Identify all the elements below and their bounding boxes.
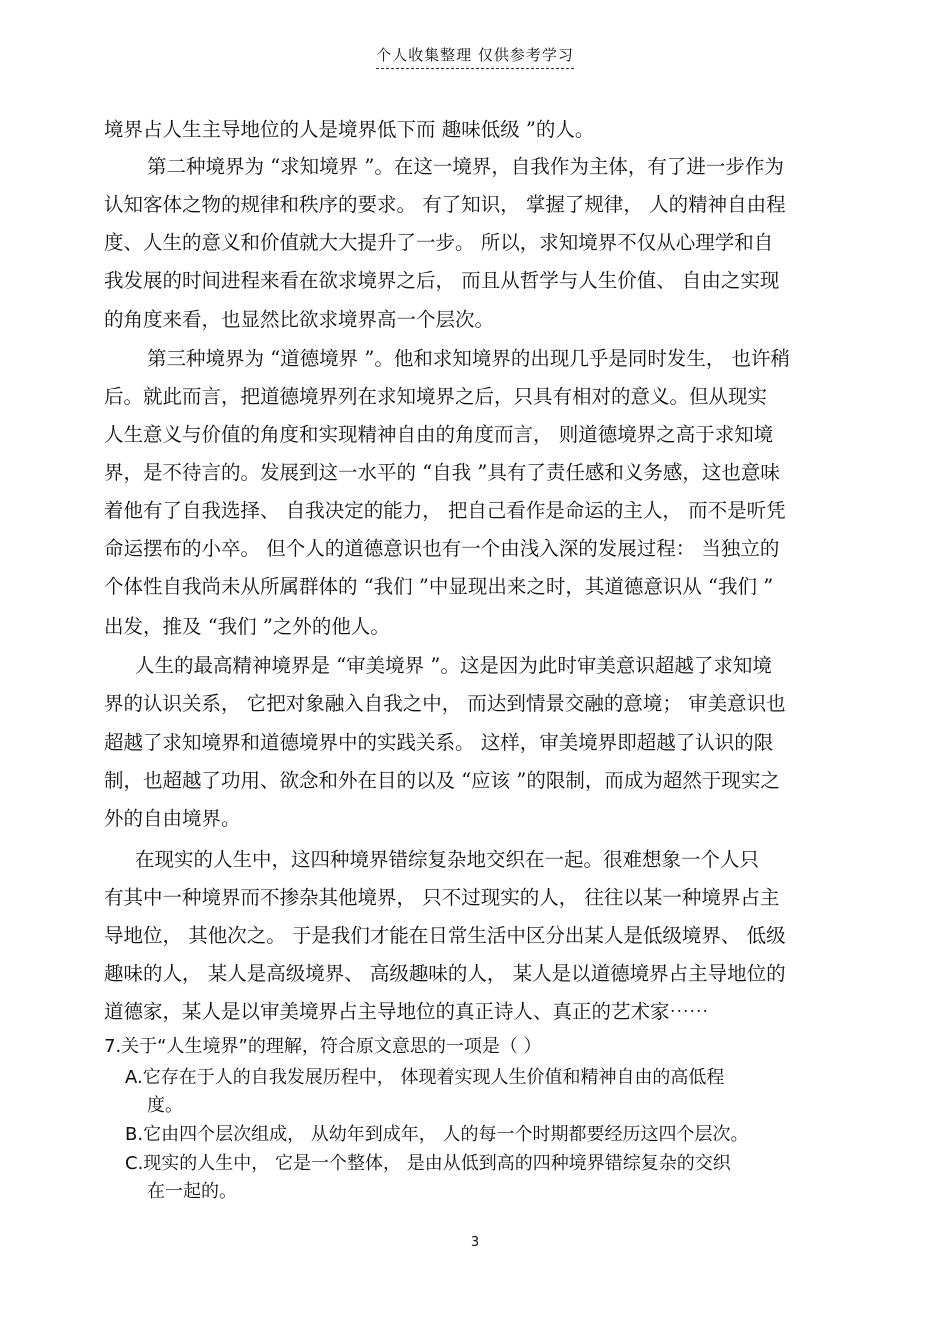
text-line: 道德家，某人是以审美境界占主导地位的真正诗人、真正的艺术家⋯⋯ — [104, 1000, 709, 1023]
option-c: C.现实的人生中， 它是一个整体， 是由从低到高的四种境界错综复杂的交织 — [125, 1153, 731, 1174]
text-line: 外的自由境界。 — [104, 807, 241, 830]
text-line: 我发展的时间进程来看在欲求境界之后， 而且从哲学与人生价值、 自由之实现 — [104, 269, 780, 292]
page-number: 3 — [470, 1235, 480, 1250]
text-line: 命运摆布的小卒。 但个人的道德意识也有一个由浅入深的发展过程： 当独立的 — [104, 537, 780, 560]
text-line: 人生意义与价值的角度和实现精神自由的角度而言， 则道德境界之高于求知境 — [104, 423, 774, 446]
text-line: 界的认识关系， 它把对象融入自我之中， 而达到情景交融的意境； 审美意识也 — [104, 692, 786, 715]
text-line: 第二种境界为 “求知境界 ”。在这一境界，自我作为主体，有了进一步作为 — [147, 155, 784, 178]
text-line: 有其中一种境界而不掺杂其他境界， 只不过现实的人， 往往以某一种境界占主 — [104, 886, 780, 909]
text-line: 人生的最高精神境界是 “审美境界 ”。这是因为此时审美意识超越了求知境 — [135, 654, 772, 677]
text-line: 后。就此而言，把道德境界列在求知境界之后，只具有相对的意义。但从现实 — [104, 385, 768, 408]
text-line: 着他有了自我选择、 自我决定的能力， 把自己看作是命运的主人， 而不是听凭 — [104, 499, 786, 522]
text-line: 境界占人生主导地位的人是境界低下而 趣味低级 ”的人。 — [104, 118, 595, 141]
option-a: A.它存在于人的自我发展历程中， 体现着实现人生价值和精神自由的高低程 — [125, 1067, 725, 1088]
option-b: B.它由四个层次组成， 从幼年到成年， 人的每一个时期都要经历这四个层次。 — [125, 1124, 749, 1145]
page-header — [0, 44, 950, 69]
text-line: 界，是不待言的。发展到这一水平的 “自我 ”具有了责任感和义务感，这也意味 — [104, 461, 780, 484]
text-line: 度、人生的意义和价值就大大提升了一步。 所以，求知境界不仅从心理学和自 — [104, 231, 774, 254]
text-line: 个体性自我尚未从所属群体的 “我们 ”中显现出来之时，其道德意识从 “我们 ” — [104, 575, 774, 598]
text-line: 在现实的人生中，这四种境界错综复杂地交织在一起。很难想象一个人只 — [135, 848, 760, 871]
text-line: 趣味的人， 某人是高级境界、 高级趣味的人， 某人是以道德境界占主导地位的 — [104, 962, 786, 985]
text-line: 的角度来看，也显然比欲求境界高一个层次。 — [104, 308, 495, 331]
header-text: 个人收集整理 仅供参考学习 — [376, 44, 574, 69]
option-c-continued: 在一起的。 — [147, 1181, 237, 1202]
text-line: 认知客体之物的规律和秩序的要求。 有了知识， 掌握了规律， 人的精神自由程 — [104, 193, 786, 216]
text-line: 制，也超越了功用、欲念和外在目的以及 “应该 ”的限制，而成为超然于现实之 — [104, 769, 780, 792]
text-line: 出发，推及 “我们 ”之外的他人。 — [104, 615, 390, 638]
question-stem: 7.关于“人生境界”的理解，符合原文意思的一项是（ ） — [104, 1036, 542, 1057]
text-line: 第三种境界为 “道德境界 ”。他和求知境界的出现几乎是同时发生， 也许稍 — [147, 347, 791, 370]
option-a-continued: 度。 — [147, 1095, 183, 1116]
text-line: 导地位， 其他次之。 于是我们才能在日常生活中区分出某人是低级境界、 低级 — [104, 924, 786, 947]
text-line: 超越了求知境界和道德境界中的实践关系。 这样，审美境界即超越了认识的限 — [104, 731, 774, 754]
